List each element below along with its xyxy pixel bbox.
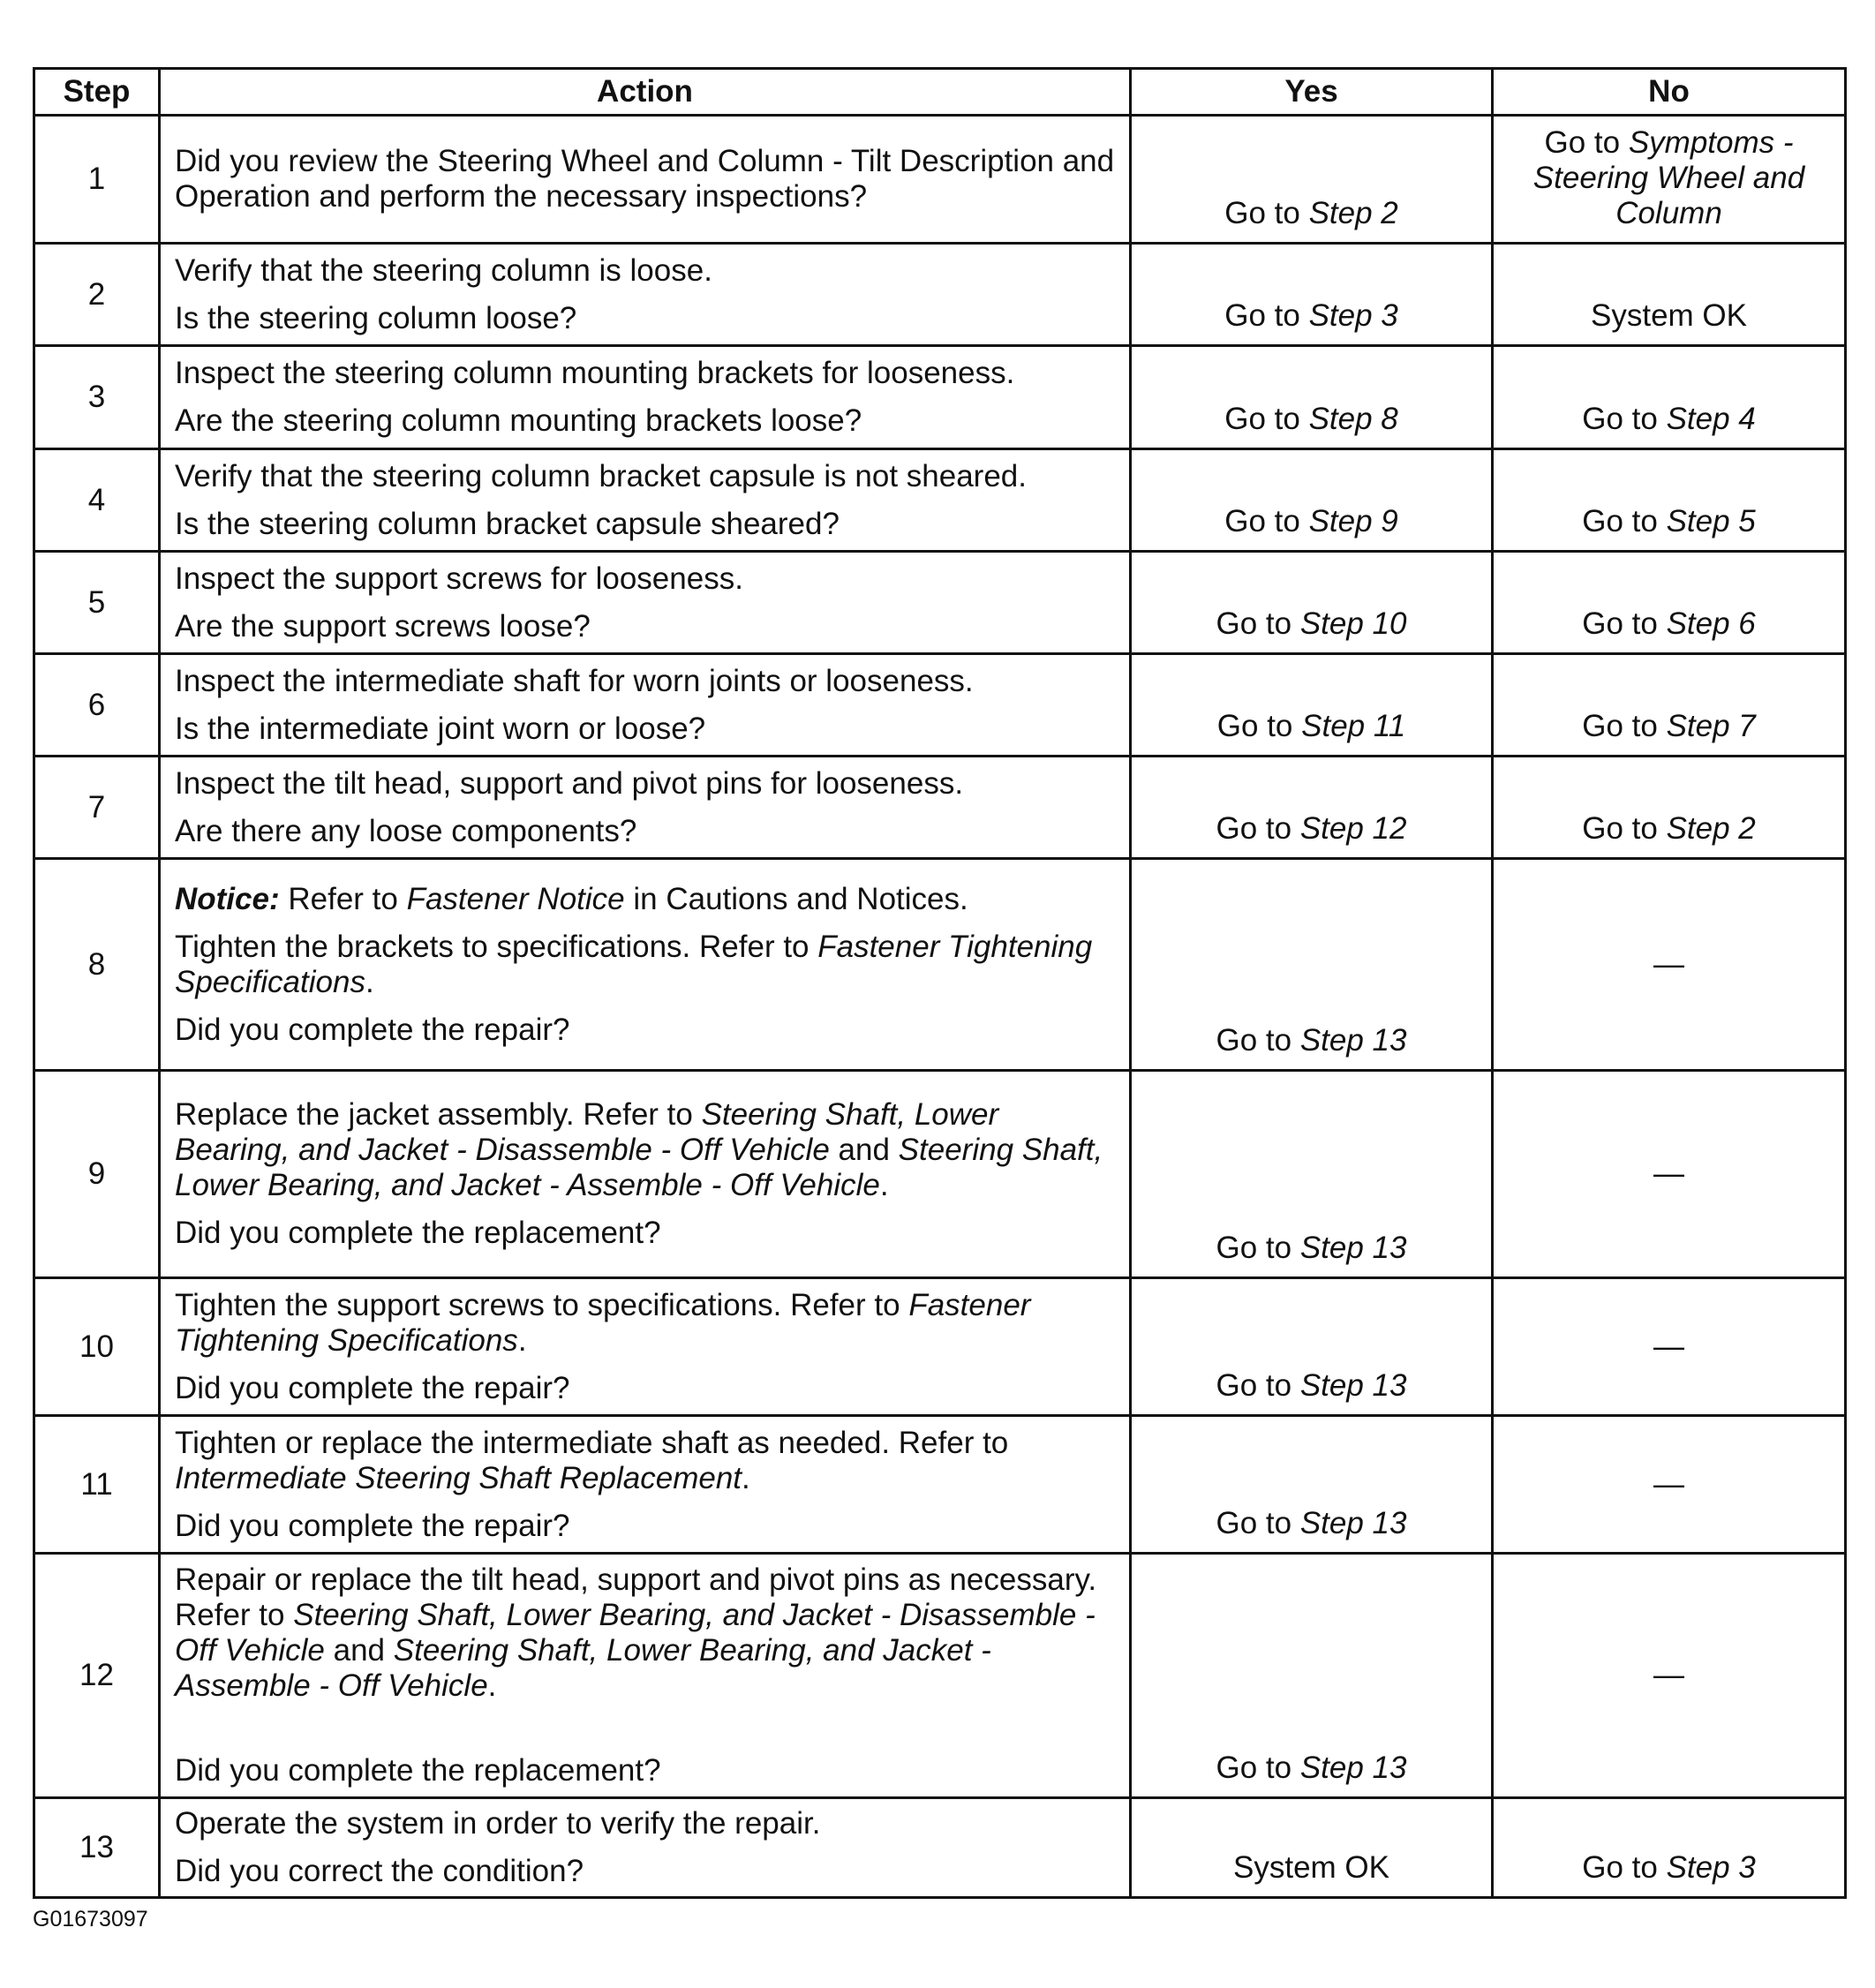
table-row <box>34 116 1846 244</box>
action-instruction: Verify that the steering column bracket capsule is not sheared. <box>175 458 1027 493</box>
step-number: 13 <box>34 1798 160 1898</box>
action-instruction <box>175 1426 1115 1496</box>
assemble-link[interactable]: Steering Shaft, Lower Bearing, and Jacket - Assemble - Off Vehicle <box>175 1133 1103 1202</box>
no-prefix: Go to <box>1582 606 1667 641</box>
instruction-text: . <box>742 1460 750 1495</box>
yes-cell <box>1131 346 1493 449</box>
no-prefix: Go to <box>1582 402 1667 436</box>
step-number: 7 <box>34 757 160 859</box>
yes-cell: System OK <box>1131 1798 1493 1898</box>
step-number: 2 <box>34 244 160 346</box>
instruction-text: . <box>517 1322 527 1358</box>
fastener-notice-link[interactable]: Fastener Notice <box>406 881 625 916</box>
yes-prefix: Go to <box>1216 606 1300 641</box>
instruction-text: . <box>365 964 374 999</box>
action-cell <box>160 1071 1131 1278</box>
table-row <box>34 859 1846 1071</box>
step-number: 9 <box>34 1071 160 1278</box>
action-cell <box>160 1416 1131 1554</box>
table-row <box>34 1798 1846 1898</box>
action-cell <box>160 859 1131 1071</box>
yes-cell <box>1131 859 1493 1071</box>
instruction-text: and <box>324 1633 394 1668</box>
instruction-text: Repair or replace the tilt head, support and pivot pins as necessary. Refer to <box>175 1563 1097 1632</box>
action-question: Are there any loose components? <box>175 813 637 848</box>
step-number: 10 <box>34 1278 160 1416</box>
step-number: 3 <box>34 346 160 449</box>
yes-step-link[interactable]: Step 13 <box>1299 1023 1407 1058</box>
step-number: 5 <box>34 552 160 654</box>
header-step: Step <box>34 69 160 116</box>
yes-cell <box>1131 116 1493 244</box>
no-step-link[interactable]: Step 5 <box>1666 504 1756 538</box>
notice-paragraph <box>175 882 1115 917</box>
action-instruction: Operate the system in order to verify the repair. <box>175 1806 821 1841</box>
instruction-text: . <box>879 1168 889 1202</box>
yes-prefix: Go to <box>1224 298 1309 333</box>
table-row <box>34 757 1846 859</box>
action-question: Did you complete the replacement? <box>175 1216 661 1250</box>
header-action: Action <box>160 69 1131 116</box>
yes-prefix: Go to <box>1216 1506 1300 1540</box>
action-instruction: Inspect the steering column mounting brackets for looseness. <box>175 356 1015 390</box>
yes-cell <box>1131 244 1493 346</box>
yes-prefix: Go to <box>1224 504 1309 538</box>
instruction-text: Tighten the brackets to specifications. Refer to <box>175 929 818 964</box>
action-question: Did you complete the repair? <box>175 1508 570 1543</box>
table-row <box>34 1416 1846 1554</box>
no-cell <box>1493 552 1846 654</box>
yes-step-link[interactable]: Step 10 <box>1299 606 1407 641</box>
table-row <box>34 552 1846 654</box>
no-step-link[interactable]: Step 4 <box>1666 402 1756 436</box>
action-instruction <box>175 1563 1115 1704</box>
action-question: Is the steering column loose? <box>175 300 577 335</box>
disassemble-link[interactable]: Steering Shaft, Lower Bearing, and Jacket - Disassemble - Off Vehicle <box>175 1097 999 1167</box>
table-row <box>34 346 1846 449</box>
yes-cell <box>1131 1071 1493 1278</box>
header-yes: Yes <box>1131 69 1493 116</box>
action-cell <box>160 449 1131 552</box>
no-step-link[interactable]: Step 3 <box>1666 1850 1756 1885</box>
instruction-text: Tighten or replace the intermediate shaft as needed. Refer to <box>175 1425 1009 1460</box>
yes-step-link[interactable]: Step 12 <box>1299 811 1407 846</box>
no-cell: — <box>1493 1278 1846 1416</box>
yes-prefix: Go to <box>1216 811 1300 846</box>
header-no: No <box>1493 69 1846 116</box>
yes-step-link[interactable]: Step 13 <box>1299 1506 1407 1540</box>
no-cell <box>1493 757 1846 859</box>
action-question: Is the intermediate joint worn or loose? <box>175 711 706 746</box>
figure-id: G01673097 <box>33 1907 148 1932</box>
action-question: Is the steering column bracket capsule sheared? <box>175 506 840 541</box>
step-number: 8 <box>34 859 160 1071</box>
yes-prefix: Go to <box>1216 1023 1300 1058</box>
no-prefix: Go to <box>1582 811 1667 846</box>
notice-label: Notice: <box>175 881 280 916</box>
action-cell <box>160 1554 1131 1798</box>
diagnostic-table <box>33 67 1847 1899</box>
yes-step-link[interactable]: Step 13 <box>1299 1368 1407 1403</box>
step-number: 6 <box>34 654 160 757</box>
action-question: Did you review the Steering Wheel and Column - Tilt Description and Operation and perform the necessary inspections? <box>175 144 1115 214</box>
action-question: Did you complete the repair? <box>175 1012 570 1047</box>
yes-cell <box>1131 552 1493 654</box>
yes-cell <box>1131 757 1493 859</box>
action-instruction <box>175 930 1115 1000</box>
action-instruction: Verify that the steering column is loose. <box>175 252 712 288</box>
step-number: 11 <box>34 1416 160 1554</box>
action-cell <box>160 244 1131 346</box>
action-instruction: Inspect the tilt head, support and pivot pins for looseness. <box>175 765 964 801</box>
yes-prefix: Go to <box>1216 709 1302 743</box>
step-number: 1 <box>34 116 160 244</box>
action-question: Did you correct the condition? <box>175 1854 584 1888</box>
table-row <box>34 1554 1846 1798</box>
action-cell <box>160 654 1131 757</box>
spec-link[interactable]: Fastener Tightening Specifications <box>175 929 1093 999</box>
spec-link[interactable]: Fastener Tightening Specifications <box>175 1287 1031 1358</box>
table-row <box>34 654 1846 757</box>
action-question: Did you complete the repair? <box>175 1370 570 1405</box>
table-row <box>34 1071 1846 1278</box>
no-cell <box>1493 654 1846 757</box>
action-cell <box>160 116 1131 244</box>
notice-text: Refer to <box>279 881 407 916</box>
action-cell <box>160 552 1131 654</box>
yes-cell <box>1131 1416 1493 1554</box>
table-row <box>34 449 1846 552</box>
yes-step-link[interactable]: Step 2 <box>1308 196 1398 230</box>
yes-cell <box>1131 1554 1493 1798</box>
no-prefix: Go to <box>1582 709 1667 743</box>
step-number: 4 <box>34 449 160 552</box>
yes-prefix: Go to <box>1216 1751 1300 1785</box>
action-question: Did you complete the replacement? <box>175 1753 661 1788</box>
no-cell: — <box>1493 1071 1846 1278</box>
notice-text: in Cautions and Notices. <box>624 881 968 916</box>
no-cell <box>1493 346 1846 449</box>
instruction-text: Tighten the support screws to specifications. Refer to <box>175 1287 909 1322</box>
yes-step-link[interactable]: Step 13 <box>1299 1751 1407 1785</box>
action-question: Are the steering column mounting brackets loose? <box>175 403 862 438</box>
action-cell <box>160 346 1131 449</box>
yes-prefix: Go to <box>1224 196 1309 230</box>
no-cell: System OK <box>1493 244 1846 346</box>
yes-step-link[interactable]: Step 11 <box>1301 709 1406 743</box>
no-step-link[interactable]: Step 7 <box>1666 709 1756 743</box>
action-question: Are the support screws loose? <box>175 608 591 644</box>
yes-prefix: Go to <box>1224 402 1309 436</box>
instruction-text: Replace the jacket assembly. Refer to <box>175 1097 702 1132</box>
step-number: 12 <box>34 1554 160 1798</box>
no-cell <box>1493 449 1846 552</box>
no-cell: — <box>1493 1554 1846 1798</box>
table-row <box>34 1278 1846 1416</box>
table-row <box>34 244 1846 346</box>
no-cell <box>1493 116 1846 244</box>
yes-step-link[interactable]: Step 8 <box>1308 402 1398 436</box>
action-instruction <box>175 1097 1115 1203</box>
action-instruction: Inspect the support screws for looseness. <box>175 561 743 596</box>
yes-prefix: Go to <box>1216 1231 1300 1265</box>
disassemble-link[interactable]: Steering Shaft, Lower Bearing, and Jacket - Disassemble - Off Vehicle <box>175 1598 1096 1668</box>
no-prefix: Go to <box>1544 125 1629 160</box>
action-cell <box>160 757 1131 859</box>
no-step-link[interactable]: Step 6 <box>1666 606 1756 641</box>
instruction-text: . <box>487 1668 497 1703</box>
no-cell: — <box>1493 859 1846 1071</box>
no-symptoms-link[interactable]: Symptoms - Steering Wheel and Column <box>1532 125 1805 230</box>
no-step-link[interactable]: Step 2 <box>1666 811 1756 846</box>
action-instruction <box>175 1288 1115 1359</box>
yes-step-link[interactable]: Step 3 <box>1308 298 1398 333</box>
yes-cell <box>1131 449 1493 552</box>
yes-cell <box>1131 1278 1493 1416</box>
yes-step-link[interactable]: Step 9 <box>1308 504 1398 538</box>
instruction-text: and <box>829 1133 899 1167</box>
yes-prefix: Go to <box>1216 1368 1300 1403</box>
no-prefix: Go to <box>1582 504 1667 538</box>
no-cell <box>1493 1798 1846 1898</box>
action-cell <box>160 1278 1131 1416</box>
header-row <box>34 69 1846 116</box>
action-cell <box>160 1798 1131 1898</box>
shaft-replacement-link[interactable]: Intermediate Steering Shaft Replacement <box>175 1460 742 1495</box>
action-instruction: Inspect the intermediate shaft for worn joints or looseness. <box>175 663 974 698</box>
no-prefix: Go to <box>1582 1850 1667 1885</box>
assemble-link[interactable]: Steering Shaft, Lower Bearing, and Jacket - Assemble - Off Vehicle <box>175 1633 991 1703</box>
yes-step-link[interactable]: Step 13 <box>1299 1231 1407 1265</box>
yes-cell <box>1131 654 1493 757</box>
no-cell: — <box>1493 1416 1846 1554</box>
